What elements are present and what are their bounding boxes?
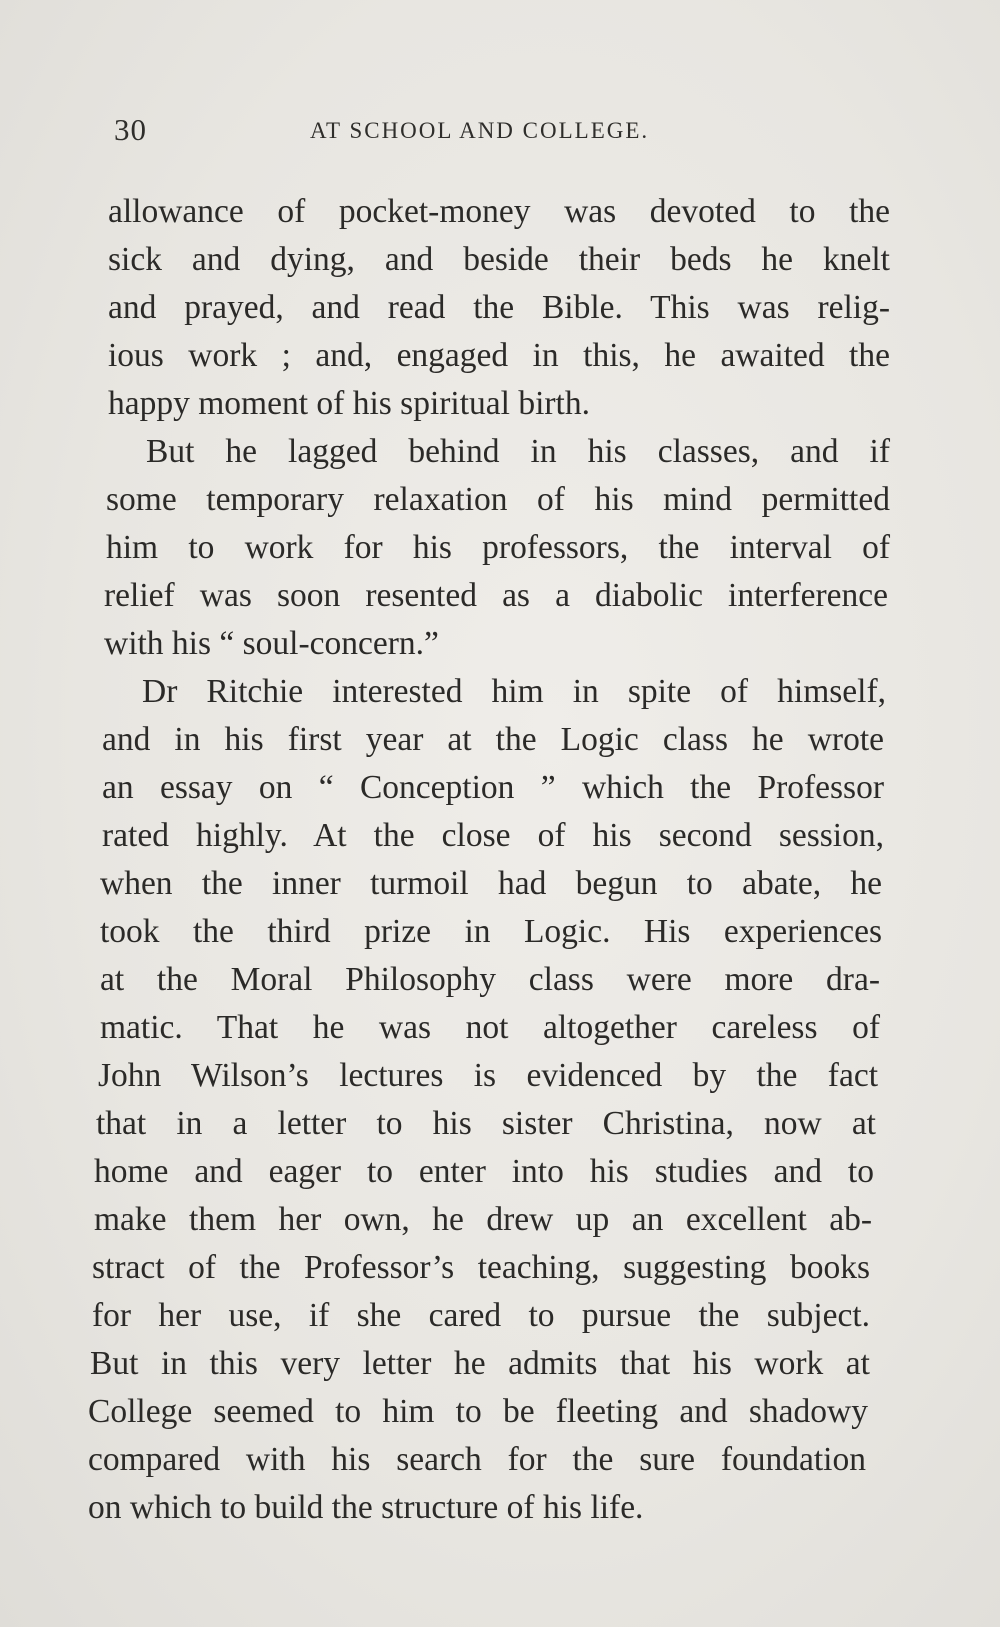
text-line: But in this very letter he admits that his work at [90, 1345, 870, 1382]
text-line: rated highly. At the close of his second session, [102, 817, 884, 854]
text-line: allowance of pocket-money was devoted to the [108, 193, 890, 230]
running-head [110, 112, 910, 152]
text-line: stract of the Professor’s teaching, suggesting books [92, 1249, 870, 1286]
text-line: with his “ soul-concern.” [104, 625, 439, 662]
text-line: John Wilson’s lectures is evidenced by the fact [98, 1057, 878, 1094]
text-line: But he lagged behind in his classes, and if [146, 433, 890, 470]
text-line: sick and dying, and beside their beds he knelt [108, 241, 890, 278]
text-line: at the Moral Philosophy class were more dra- [100, 961, 880, 998]
text-line: relief was soon resented as a diabolic interference [104, 577, 888, 614]
text-line: home and eager to enter into his studies and to [94, 1153, 874, 1190]
text-line: Dr Ritchie interested him in spite of himself, [142, 673, 886, 710]
body-text [88, 188, 920, 1532]
text-line: him to work for his professors, the interval of [106, 529, 890, 566]
text-line: and in his first year at the Logic class he wrote [102, 721, 884, 758]
text-line: College seemed to him to be fleeting and shadowy [88, 1393, 868, 1430]
text-line: an essay on “ Conception ” which the Professor [102, 769, 884, 806]
text-line: took the third prize in Logic. His experiences [100, 913, 882, 950]
text-line: on which to build the structure of his life. [88, 1489, 644, 1526]
text-line: some temporary relaxation of his mind permitted [106, 481, 890, 518]
text-line: when the inner turmoil had begun to abate, he [100, 865, 882, 902]
running-title: AT SCHOOL AND COLLEGE. [310, 118, 650, 143]
text-line: and prayed, and read the Bible. This was relig- [108, 289, 890, 326]
text-line: compared with his search for the sure foundation [88, 1441, 866, 1478]
text-line: make them her own, he drew up an excellent ab- [94, 1201, 872, 1238]
text-line: for her use, if she cared to pursue the subject. [92, 1297, 870, 1334]
text-line: matic. That he was not altogether careless of [100, 1009, 880, 1046]
text-line: ious work ; and, engaged in this, he awaited the [108, 337, 890, 374]
text-line: that in a letter to his sister Christina, now at [96, 1105, 876, 1142]
text-line: happy moment of his spiritual birth. [108, 385, 590, 422]
page-number: 30 [114, 112, 147, 147]
